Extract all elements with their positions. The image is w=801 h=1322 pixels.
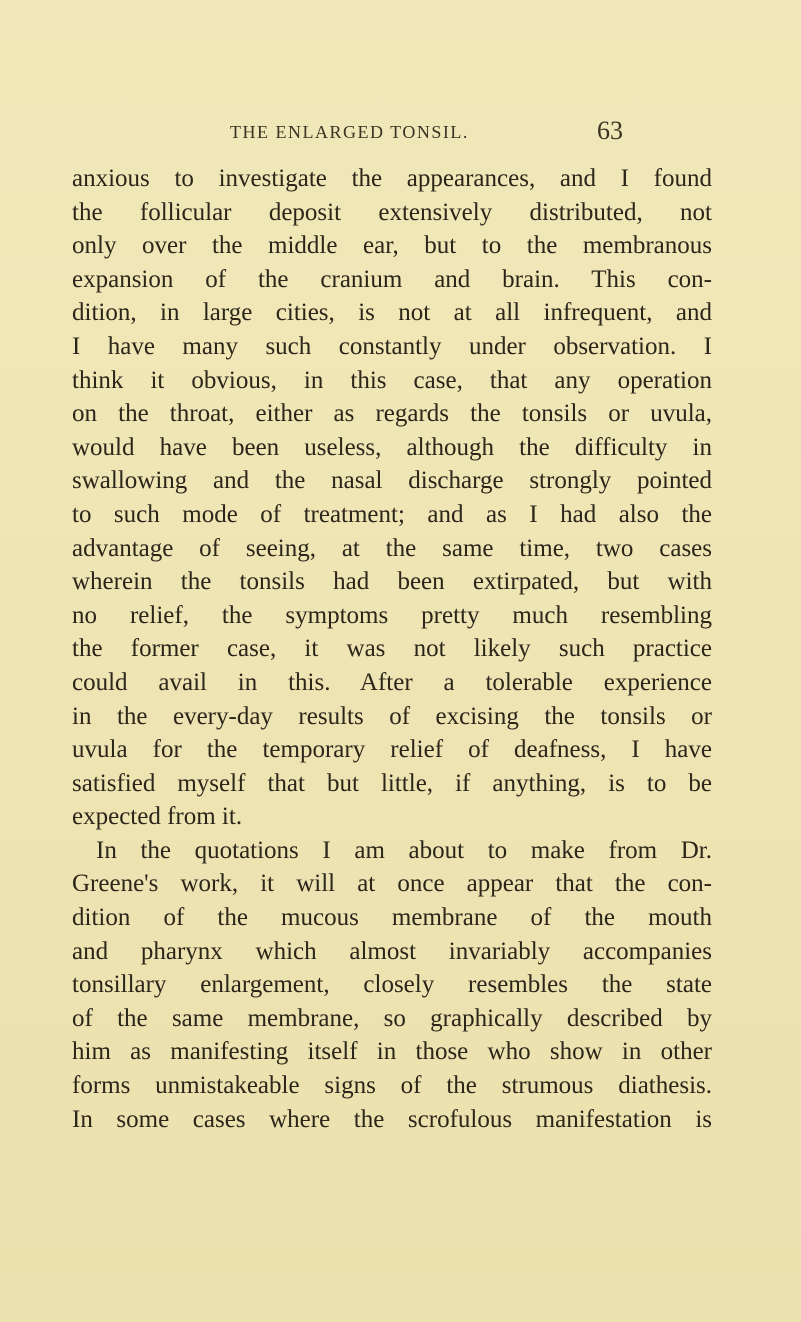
text-line: the former case, it was not likely such practice [72,635,712,663]
text-line: satisfied myself that but little, if anything, is to be [72,769,712,797]
text-line: of the same membrane, so graphically described by [72,1004,712,1032]
text-line: Greene's work, it will at once appear that the con- [72,870,712,898]
text-line: expansion of the cranium and brain. This con- [72,265,712,293]
text-line: only over the middle ear, but to the membranous [72,232,712,260]
text-line: would have been useless, although the difficulty in [72,433,712,461]
text-line: wherein the tonsils had been extirpated, but with [72,568,712,596]
text-line: him as manifesting itself in those who show in other [72,1038,712,1066]
paragraph-end-line: expected from it. [72,803,243,831]
text-line: forms unmistakeable signs of the strumous diathesis. [72,1072,712,1100]
body-text [72,162,712,1136]
text-line: think it obvious, in this case, that any operation [72,366,712,394]
text-line: tonsillary enlargement, closely resembles the state [72,971,712,999]
text-line: dition, in large cities, is not at all infrequent, and [72,299,712,327]
text-line: swallowing and the nasal discharge strongly pointed [72,467,712,495]
running-title: THE ENLARGED TONSIL. [230,122,469,142]
text-line: I have many such constantly under observation. I [72,332,712,360]
text-line: anxious to investigate the appearances, and I found [72,165,712,192]
text-line: uvula for the temporary relief of deafness, I have [72,736,712,764]
text-line: and pharynx which almost invariably accompanies [72,937,712,965]
text-line: dition of the mucous membrane of the mouth [72,904,712,932]
text-line: In some cases where the scrofulous manifestation is [72,1105,712,1133]
text-line: could avail in this. After a tolerable experience [72,668,712,696]
text-line: on the throat, either as regards the tonsils or uvula, [72,400,712,428]
page-number: 63 [597,116,623,145]
text-line: to such mode of treatment; and as I had also the [72,500,712,528]
text-line: no relief, the symptoms pretty much resembling [72,601,712,629]
paragraph-start-line: In the quotations I am about to make from Dr. [96,836,712,864]
text-line: in the every-day results of excising the tonsils or [72,702,712,730]
text-line: the follicular deposit extensively distributed, not [72,198,712,226]
running-head [0,116,801,152]
text-line: advantage of seeing, at the same time, two cases [72,534,712,562]
